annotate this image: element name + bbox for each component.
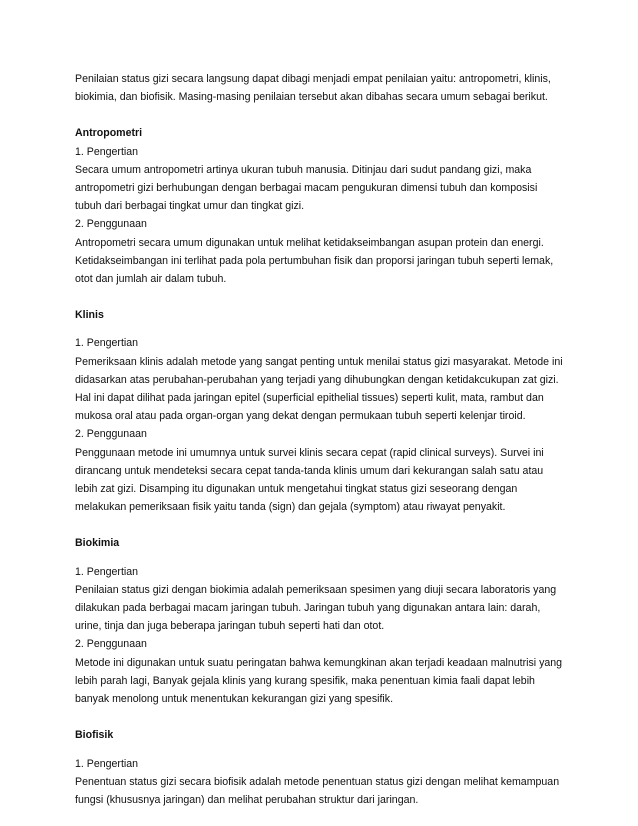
body-line: Hal ini dapat dilihat pada jaringan epitel (superficial epithelial tissues) seperti kulit, mata, rambut dan — [75, 392, 544, 405]
body-line: didasarkan atas perubahan-perubahan yang terjadi yang dihubungkan dengan ketidakcukupan zat gizi. — [75, 373, 559, 386]
body-line: antropometri gizi berhubungan dengan berbagai macam pengukuran dimensi tubuh dan komposisi — [75, 182, 538, 195]
section-antropometri — [75, 124, 575, 288]
section-klinis — [75, 306, 575, 516]
section-heading: Klinis — [75, 309, 104, 322]
body-line: dilakukan pada berbagai macam jaringan tubuh. Jaringan tubuh yang digunakan antara lain: darah, — [75, 602, 541, 615]
body-line: Penilaian status gizi dengan biokimia adalah pemeriksaan spesimen yang diuji secara laboratoris yang — [75, 583, 557, 596]
body-line: Secara umum antropometri artinya ukuran tubuh manusia. Ditinjau dari sudut pandang gizi, maka — [75, 163, 532, 176]
intro-paragraph — [75, 70, 575, 106]
section-heading: Biokimia — [75, 537, 120, 550]
body-line: dirancang untuk mendeteksi secara cepat tanda-tanda klinis umum dari kekurangan salah satu atau — [75, 464, 544, 477]
body-line: otot dan jumlah air dalam tubuh. — [75, 273, 227, 286]
body-line: lebih parah lagi, Banyak gejala klinis yang kurang spesifik, maka penentuan kimia faali dapat lebih — [75, 674, 535, 687]
body-line: 1. Pengertian — [75, 757, 139, 770]
body-line: urine, tinja dan juga beberapa jaringan tubuh seperti hati dan otot. — [75, 620, 385, 633]
body-line: 1. Pengertian — [75, 337, 139, 350]
section-heading: Antropometri — [75, 127, 143, 140]
body-line: fungsi (khususnya jaringan) dan melihat perubahan struktur dari jaringan. — [75, 793, 419, 806]
body-line: Penentuan status gizi secara biofisik adalah metode penentuan status gizi dengan melihat kemampuan — [75, 775, 560, 788]
body-line: tubuh dari berbagai tingkat umur dan tingkat gizi. — [75, 200, 305, 213]
document-page — [75, 70, 575, 809]
body-line: 2. Penggunaan — [75, 428, 147, 441]
body-line: 1. Pengertian — [75, 145, 139, 158]
body-line: Pemeriksaan klinis adalah metode yang sangat penting untuk menilai status gizi masyarakat. Metode ini — [75, 355, 563, 368]
section-biofisik — [75, 726, 575, 809]
body-line: banyak menolong untuk menentukan kekurangan gizi yang spesifik. — [75, 693, 394, 706]
body-line: Penggunaan metode ini umumnya untuk survei klinis secara cepat (rapid clinical surveys). Survei ini — [75, 446, 544, 459]
spacer — [75, 288, 575, 306]
spacer — [75, 553, 575, 563]
body-line: lebih zat gizi. Disamping itu digunakan untuk mengetahui tingkat status gizi seseorang dengan — [75, 483, 518, 496]
body-line: Ketidakseimbangan ini terlihat pada pola pertumbuhan fisik dan proporsi jaringan tubuh seperti lemak, — [75, 254, 554, 267]
body-line: melakukan pemeriksaan fisik yaitu tanda (sign) dan gejala (symptom) atau riwayat penyakit. — [75, 501, 506, 514]
spacer — [75, 516, 575, 534]
section-biokimia — [75, 534, 575, 708]
body-line: Metode ini digunakan untuk suatu peringatan bahwa kemungkinan akan terjadi keadaan malnutrisi yang — [75, 656, 563, 669]
section-heading: Biofisik — [75, 729, 114, 742]
spacer — [75, 708, 575, 726]
body-line: Antropometri secara umum digunakan untuk melihat ketidakseimbangan asupan protein dan energi. — [75, 236, 544, 249]
intro-line: biokimia, dan biofisik. Masing-masing penilaian tersebut akan dibahas secara umum sebagai berikut. — [75, 91, 548, 104]
body-line: 2. Penggunaan — [75, 638, 147, 651]
spacer — [75, 745, 575, 755]
intro-line: Penilaian status gizi secara langsung dapat dibagi menjadi empat penilaian yaitu: antropometri, klinis, — [75, 73, 551, 85]
spacer — [75, 106, 575, 124]
spacer — [75, 324, 575, 334]
body-line: 2. Penggunaan — [75, 218, 147, 231]
body-line: mukosa oral atau pada organ-organ yang dekat dengan permukaan tubuh seperti kelenjar tiroid. — [75, 410, 526, 423]
body-line: 1. Pengertian — [75, 565, 139, 578]
